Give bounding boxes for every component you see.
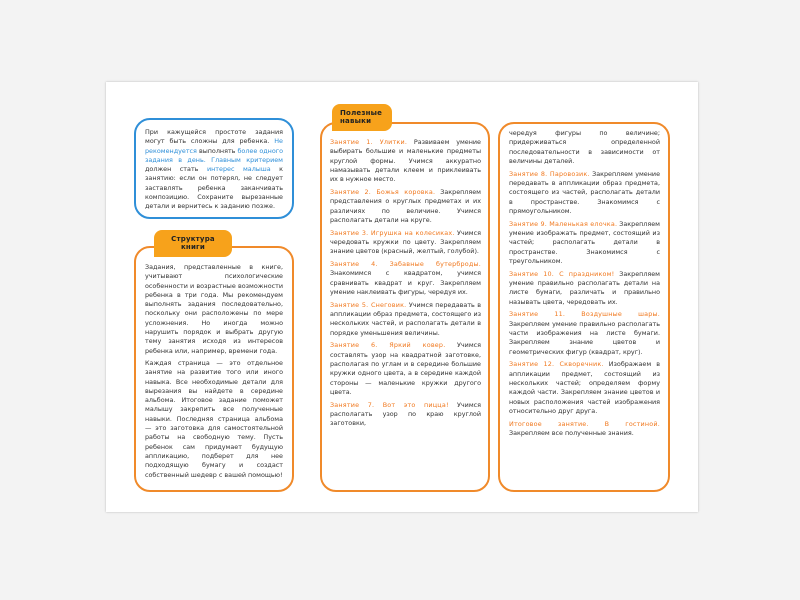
structure-paragraph-2: Каждая страница — это отдельное занятие на развитие того или иного навыка. Все необходимые детали для вырезания вы найдете в середине альбома. Итоговое задание поможет малышу закрепить все полученные навыки. Последняя страница альбома — это заготовка для самостоятельной работы на свободную тему. Пусть ребенок сам придумает будущую аппликацию, подберет для нее подходящую бумагу и создаст собственный шедевр с вашей помощью! — [145, 358, 283, 479]
lesson-title: Занятие 4. Забавные бутерброды. — [330, 260, 481, 269]
lesson-item — [330, 301, 481, 338]
lesson-item — [509, 170, 660, 216]
lesson-text: Закрепляем умение передавать в аппликации образ предмета, состоящего из частей, располагать детали в пространстве. Знакомимся с прямоугольником. — [509, 169, 660, 215]
lesson-item — [330, 138, 481, 184]
lesson-text: Развиваем умение выбирать большие и маленькие предметы круглой формы. Учимся аккуратно намазывать детали клеем и приклеивать их в нужное место. — [330, 138, 481, 184]
lesson-title: Занятие 11. Воздушные шары. — [509, 310, 660, 319]
lesson-title: Занятие 7. Вот это пицца! — [330, 400, 449, 409]
intro-text-2: выполнять — [196, 146, 238, 155]
intro-text-1: При кажущейся простоте задания могут быть сложны для ребенка. — [145, 128, 283, 146]
structure-tab: Структура книги — [154, 230, 232, 257]
lesson-item — [330, 188, 481, 225]
lesson-title: Занятие 1. Улитки. — [330, 138, 408, 146]
lesson-title: Занятие 3. Игрушка на колесиках. — [330, 228, 455, 237]
lesson-item — [509, 220, 660, 266]
lesson-item — [509, 420, 660, 439]
lesson-title: Занятие 2. Божья коровка. — [330, 187, 436, 196]
lesson-title: Занятие 6. Яркий ковер. — [330, 341, 446, 350]
skills-box-right — [498, 122, 670, 492]
lesson-text: Учимся передавать в аппликации образ предмета, состоящего из нескольких частей, и располагать детали в порядке уменьшения величины. — [330, 300, 481, 337]
intro-text-4: к занятию: если он потерял, не следует заставлять ребенка заканчивать композицию. Сохраните вырезанные детали и вернитесь к заданию позже. — [145, 165, 283, 211]
structure-paragraph-1: Задания, представленные в книге, учитывают психологические особенности и возрастные возможности ребенка в три года. Мы рекомендуем выполнять задания последовательно, поскольку они расположены по мере усложнения. Но иногда можно нарушить порядок и выбрать другую тему занятия исходя из интересов ребенка или, например, времени года. — [145, 263, 283, 355]
lesson-text: Изображаем в аппликации предмет, состоящий из нескольких частей; определяем форму каждой части. Закрепляем знание цветов и новых расположения частей изображения относительно друг друга. — [509, 360, 660, 415]
lesson-title: Занятие 10. С праздником! — [509, 269, 615, 278]
intro-note-box — [134, 118, 294, 219]
intro-highlight-3: интерес малыша — [206, 165, 271, 174]
lesson-title: Занятие 12. Скворечник. — [509, 360, 604, 369]
lesson-continuation: чередуя фигуры по величине; придерживаться определенной последовательности в зависимости от величины деталей. — [509, 129, 660, 165]
lesson-text: Закрепляем умение правильно располагать детали на листе бумаги, различать и правильно называть цвета, чередовать их. — [509, 269, 660, 306]
lesson-item — [509, 310, 660, 356]
lesson-title: Занятие 8. Паровозик. — [509, 169, 590, 178]
lesson-text: Учимся чередовать кружки по цвету. Закрепляем знание цветов (красный, желтый, голубой). — [330, 228, 481, 256]
intro-highlight-2: более одного задания в день. Главным критерием — [145, 146, 284, 164]
lesson-text: Знакомимся с квадратом, учимся сравнивать квадрат и круг. Закрепляем умение наклеивать фигуры, чередуя их. — [330, 269, 481, 296]
lesson-item — [330, 341, 481, 397]
lesson-text: Закрепляем умение изображать предмет, состоящий из частей; располагать детали в пространстве. Знакомимся с треугольником. — [509, 219, 660, 265]
skills-box-left — [320, 122, 490, 492]
lesson-item — [330, 229, 481, 257]
lesson-item — [330, 401, 481, 429]
book-page — [106, 82, 698, 512]
lesson-item — [330, 260, 481, 297]
lesson-text: Учимся составлять узор на квадратной заготовке, располагая по углам и в середине большие кружки одного цвета, а в середине каждой стороны — маленькие кружки другого цвета. — [330, 341, 481, 396]
lesson-item — [509, 270, 660, 307]
lesson-title: Итоговое занятие. В гостиной. — [509, 419, 660, 428]
lesson-title: Занятие 9. Маленькая елочка. — [509, 219, 618, 228]
lesson-text: Закрепляем умение правильно располагать части изображения на листе бумаги. Закрепляем знание цветов и геометрических фигур (квадрат, круг). — [509, 319, 660, 356]
structure-box — [134, 246, 294, 492]
intro-text-3: должен стать — [145, 165, 207, 174]
skills-tab: Полезные навыки — [332, 104, 392, 131]
lesson-text: Закрепляем представления о круглых предметах и их различиях по величине. Учимся располагать детали на круге. — [330, 187, 481, 224]
lesson-text: Учимся располагать узор по краю круглой заготовки, — [330, 400, 481, 428]
lesson-item — [509, 360, 660, 416]
intro-highlight-1: Не рекомендуется — [145, 137, 283, 155]
lesson-text: Закрепляем все полученные знания. — [509, 428, 634, 437]
lesson-title: Занятие 5. Снеговик. — [330, 300, 407, 309]
